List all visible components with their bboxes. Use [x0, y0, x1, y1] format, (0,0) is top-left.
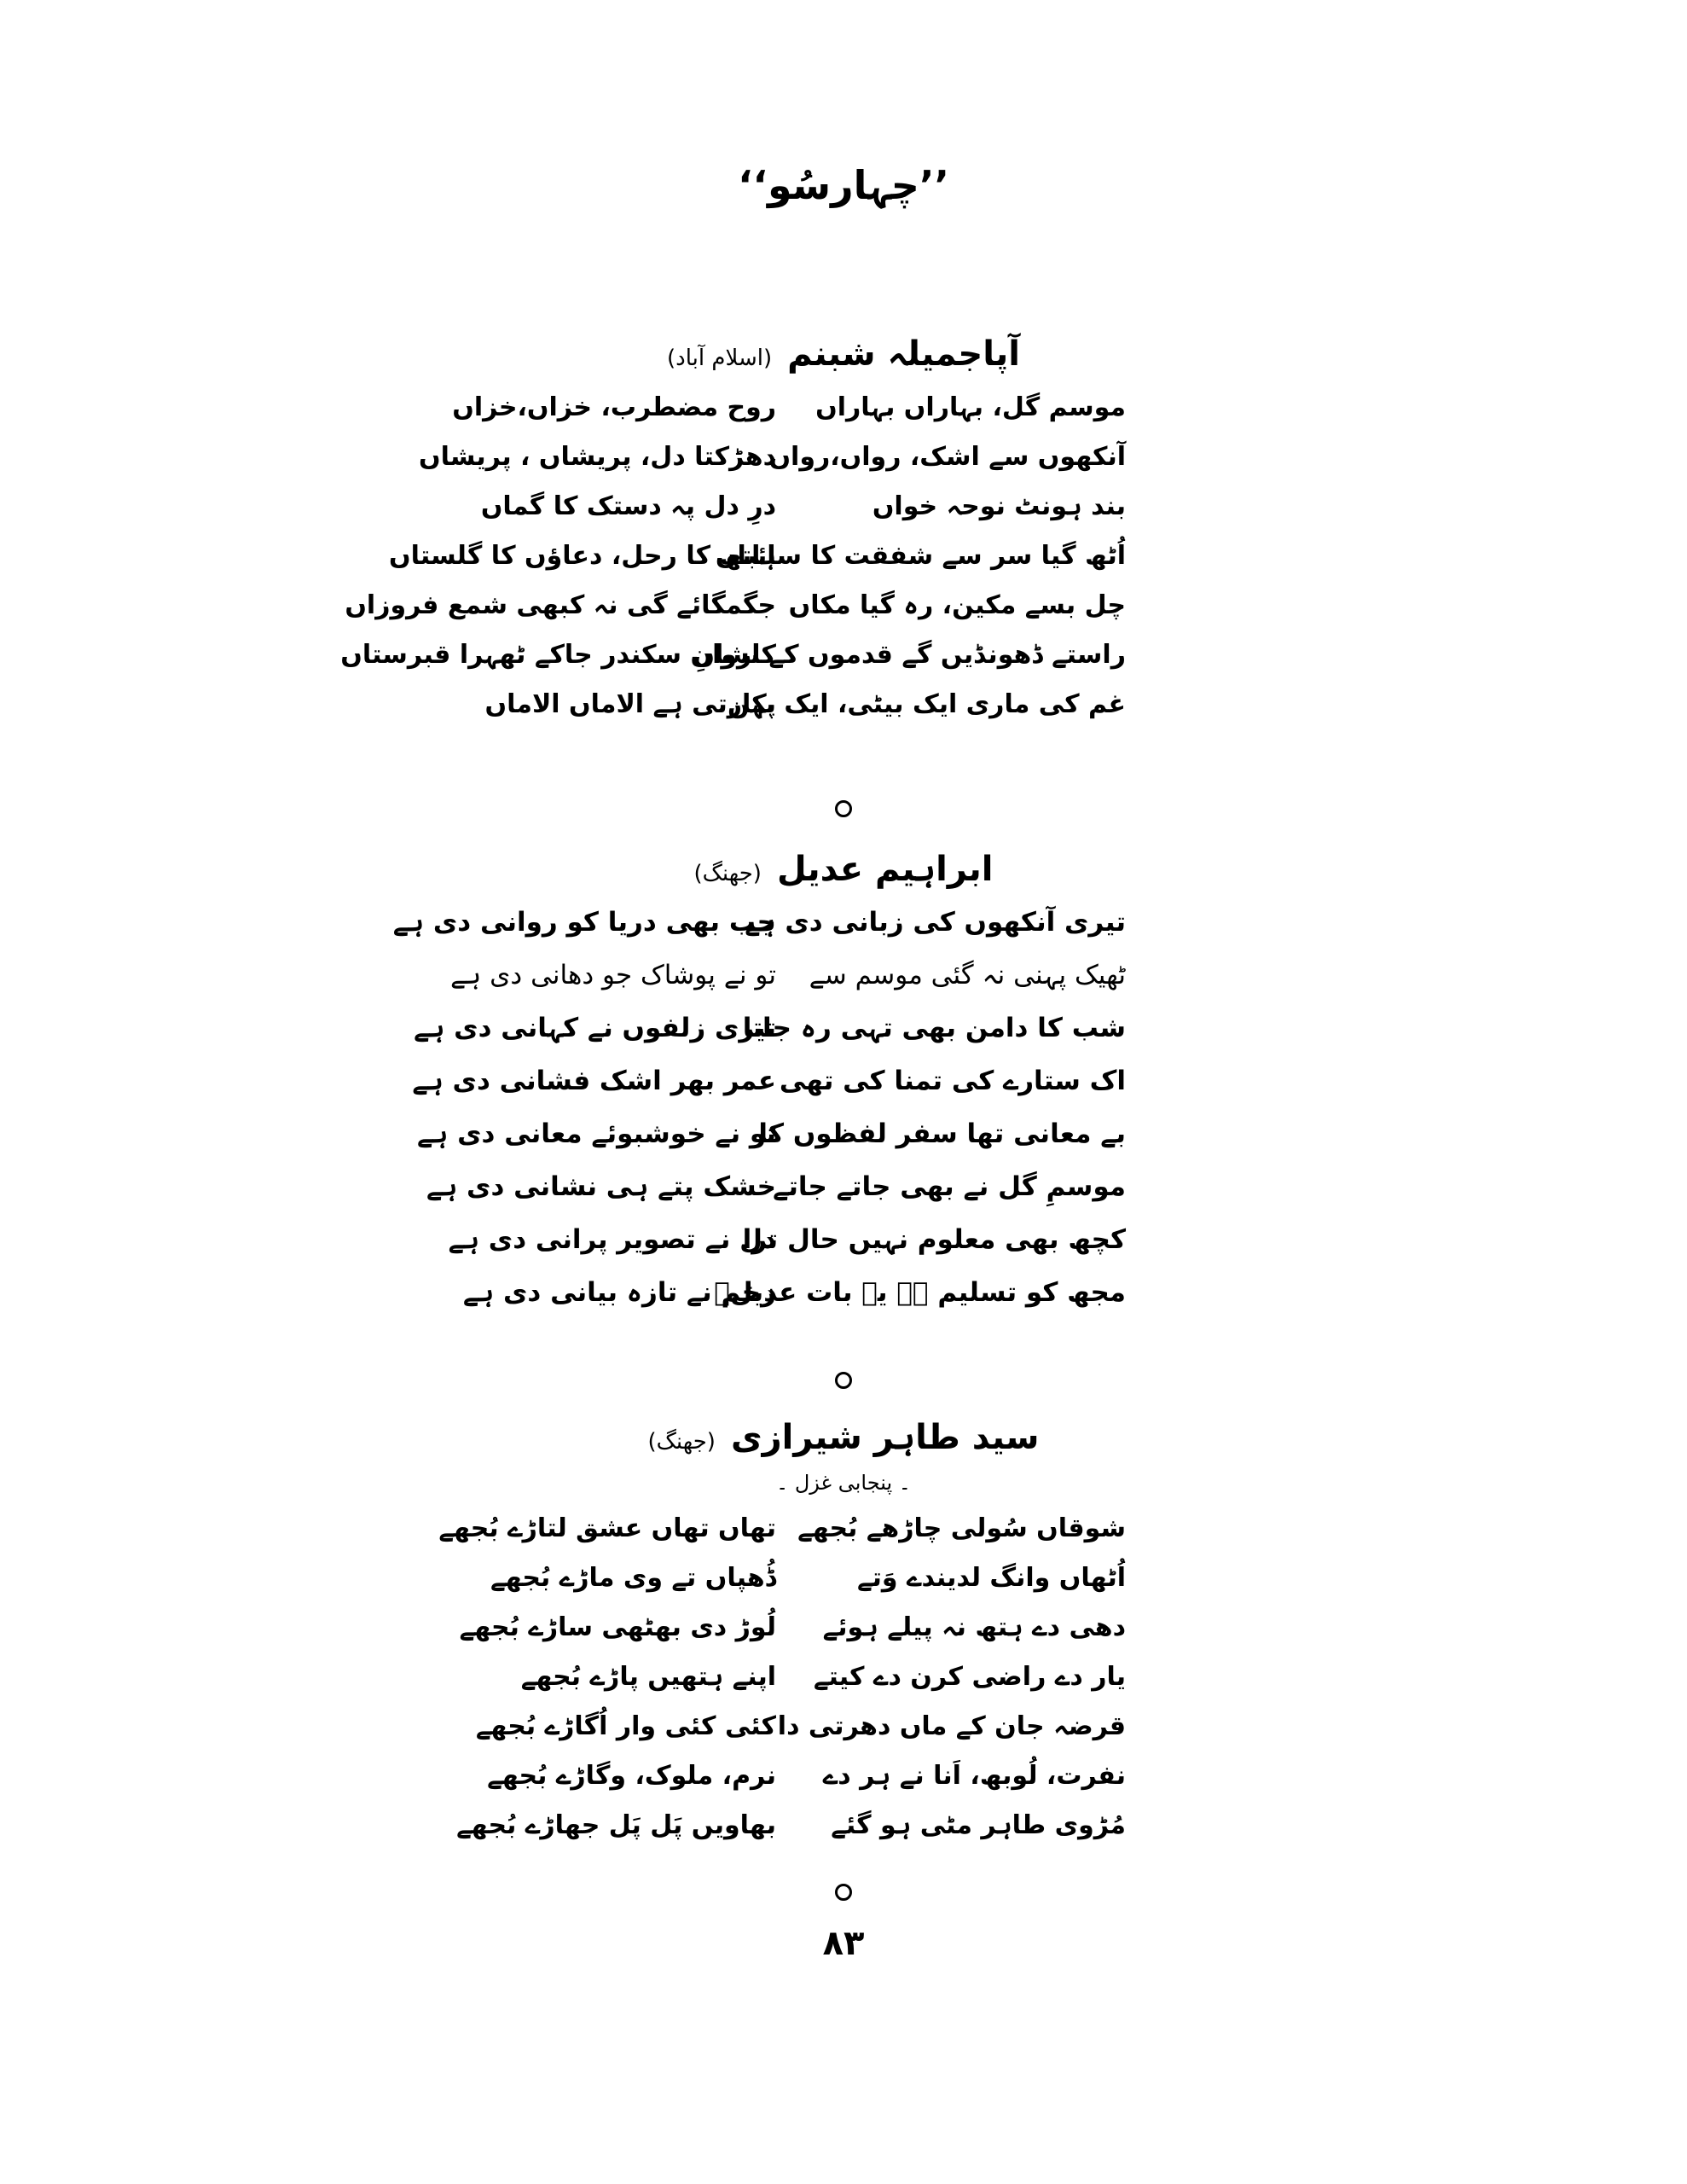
- misra-second: دل نے تصویر پرانی دی ہے: [448, 1224, 776, 1255]
- misra-second: پکارتی ہے الاماں الاماں: [484, 688, 776, 719]
- misra-second: بھاویں پَل پَل جھاڑے بُجھے: [456, 1809, 776, 1840]
- poem-2-heading: [0, 850, 1687, 889]
- misra-second: کئی کئی وار اُگاڑے بُجھے: [475, 1711, 776, 1741]
- misra-second: دھڑکتا دل، پریشاں ، پریشاں: [419, 441, 776, 472]
- couplet: [345, 580, 1126, 630]
- misra-second: اپنے ہتھیں پاڑے بُجھے: [520, 1661, 776, 1692]
- couplet: [443, 1751, 1126, 1800]
- poem-1-heading: [0, 334, 1687, 374]
- misra-first: قرضہ جان کے ماں دھرتی دا: [777, 1711, 1126, 1741]
- page-number: ۸۳: [822, 1924, 865, 1963]
- poet-place: (جھنگ): [693, 861, 762, 886]
- section-separator-circle: [835, 1372, 852, 1389]
- misra-second: خشک پتے ہی نشانی دی ہے: [426, 1171, 776, 1202]
- misra-first: بے معانی تھا سفر لفظوں کا: [758, 1118, 1126, 1149]
- misra-first: مُڑوی طاہر مٹی ہو گئے: [831, 1809, 1126, 1840]
- couplet: [443, 481, 1126, 531]
- misra-first: تیری آنکھوں کی زبانی دی ہے: [745, 907, 1126, 938]
- section-separator-circle: [835, 1884, 852, 1901]
- couplet: [443, 1213, 1126, 1266]
- couplet: [412, 1054, 1126, 1107]
- misra-first: اُٹھ گیا سر سے شفقت کا سائباں: [715, 540, 1126, 571]
- misra-first: موسم گل، بہاراں بہاراں: [815, 392, 1126, 422]
- misra-first: شب کا دامن بھی تہی رہ جاتا: [742, 1013, 1126, 1043]
- misra-second: تیری زلفوں نے کہانی دی ہے: [414, 1013, 776, 1043]
- couplet: [438, 1503, 1126, 1553]
- misra-second: تو نے خوشبوئے معانی دی ہے: [417, 1118, 776, 1149]
- couplet: [443, 1553, 1126, 1602]
- couplet: [443, 679, 1126, 729]
- poet-place: (اسلام آباد): [667, 346, 773, 371]
- misra-first: ٹھیک پہنی نہ گئی موسم سے: [809, 960, 1126, 990]
- poet-name: ابراہیم عدیل: [776, 850, 994, 889]
- section-separator-circle: [835, 800, 852, 817]
- couplet: [426, 1160, 1126, 1213]
- misra-first: اک ستارے کی تمنا کی تھی: [779, 1066, 1126, 1096]
- misra-first: بند ہونٹ نوحہ خواں: [872, 491, 1126, 521]
- couplet: [443, 1701, 1126, 1751]
- couplet: [340, 630, 1126, 679]
- misra-first: یار دے راضی کرن دے کیتے: [813, 1661, 1126, 1692]
- misra-second: کاروانِ سکندر جاکے ٹھہرا قبرستاں: [340, 639, 776, 670]
- misra-first: غم کی ماری ایک بیٹی، ایک بہن: [728, 688, 1126, 719]
- misra-second: ہاتھ کا رحل، دعاؤں کا گلستاں: [389, 540, 776, 571]
- magazine-title: ’’چہارسُو‘‘: [738, 162, 949, 208]
- couplet: [443, 1800, 1126, 1850]
- poem-2-body: [392, 896, 1126, 1319]
- poet-place: (جھنگ): [647, 1429, 716, 1455]
- misra-second: زخم نے تازہ بیانی دی ہے: [462, 1277, 776, 1308]
- misra-second: جگمگائے گی نہ کبھی شمع فروزاں: [345, 590, 776, 620]
- misra-first: نفرت، لُوبھ، اَنا نے ہر دے: [822, 1760, 1126, 1791]
- couplet: [389, 531, 1126, 580]
- couplet: [443, 382, 1126, 432]
- misra-first: موسمِ گل نے بھی جاتے جاتے: [773, 1171, 1126, 1202]
- couplet: [417, 1107, 1126, 1160]
- misra-second: تو نے پوشاک جو دھانی دی ہے: [449, 960, 776, 990]
- misra-second: لُوڑ دی بھٹھی ساڑے بُجھے: [459, 1612, 776, 1642]
- misra-first: شوقاں سُولی چاڑھے بُجھے: [797, 1513, 1126, 1543]
- misra-first: آنکھوں سے اشک، رواں،رواں: [768, 441, 1126, 472]
- poem-3-heading: [0, 1418, 1687, 1457]
- misra-first: اُٹھاں وانگ لدیندے وَتے: [857, 1562, 1126, 1593]
- misra-second: درِ دل پہ دستک کا گماں: [480, 491, 776, 521]
- misra-second: جب بھی دریا کو روانی دی ہے: [392, 907, 776, 938]
- misra-first: راستے ڈھونڈیں گے قدموں کے نشاں: [693, 639, 1126, 670]
- poet-name: سید طاہر شیرازی: [730, 1418, 1040, 1457]
- misra-first: مجھ کو تسلیم ہے یہ بات عدیلؔ: [714, 1277, 1126, 1308]
- misra-second: نرم، ملوک، وگاڑے بُجھے: [487, 1760, 776, 1791]
- misra-second: روح مضطرب، خزاں،خزاں: [452, 392, 776, 422]
- misra-second: عمر بھر اشک فشانی دی ہے: [412, 1066, 776, 1096]
- couplet: [443, 1602, 1126, 1652]
- misra-second: ڈُھپاں تے وی ماڑے بُجھے: [490, 1562, 776, 1593]
- couplet: [443, 1652, 1126, 1701]
- poem-3-body: [438, 1503, 1126, 1850]
- misra-first: کچھ بھی معلوم نہیں حال ترا: [742, 1224, 1126, 1255]
- poem-1-body: [340, 382, 1126, 729]
- couplet: [392, 896, 1126, 949]
- poem-subtitle: ۔ پنجابی غزل ۔: [776, 1471, 911, 1495]
- misra-first: دھی دے ہتھ نہ پیلے ہوئے: [822, 1612, 1126, 1642]
- poet-name: آپاجمیلہ شبنم: [787, 334, 1020, 374]
- couplet: [443, 1266, 1126, 1319]
- couplet: [443, 949, 1126, 1002]
- couplet: [414, 1002, 1126, 1054]
- misra-second: تھاں تھاں عشق لتاڑے بُجھے: [438, 1513, 776, 1543]
- couplet: [419, 432, 1126, 481]
- misra-first: چل بسے مکین، رہ گیا مکاں: [788, 590, 1126, 620]
